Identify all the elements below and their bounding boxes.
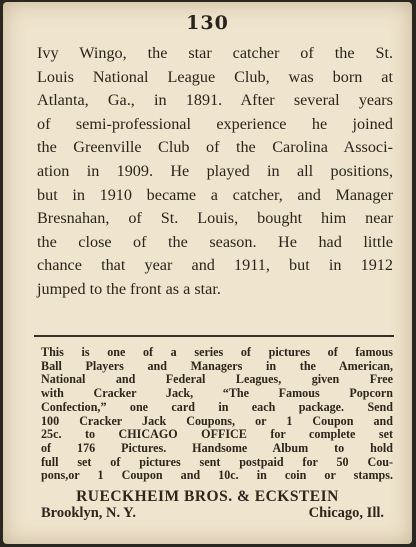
notice-line: Ball Players and Managers in the American, [41,358,393,373]
bio-line: jumped to the front as a star. [37,279,221,298]
baseball-card-back [3,2,412,544]
notice-line: 100 Cracker Jack Coupons, or 1 Coupon and [41,413,393,428]
player-biography [37,42,393,302]
bio-line: but in 1910 became a catcher, and Manager [37,185,393,204]
bio-line: Bresnahan, of St. Louis, bought him near [37,209,393,228]
bio-line: ation in 1909. He played in all positions, [37,161,393,180]
publisher-name: RUECKHEIM BROS. & ECKSTEIN [76,488,339,505]
card-number: 130 [186,12,229,34]
bio-line: of semi-professional experience he joined [37,114,393,133]
notice-line: with Cracker Jack, “The Famous Popcorn [41,386,393,401]
bio-line: chance that year and 1911, but in 1912 [37,256,393,275]
divider-rule [34,335,394,337]
notice-line: of 176 Pictures. Handsome Album to hold [41,440,393,455]
bio-line: the close of the season. He had little [37,232,393,251]
bio-line: Atlanta, Ga., in 1891. After several years [37,91,393,110]
notice-line: 25c. to CHICAGO OFFICE for complete set [41,427,393,442]
bio-line: Ivy Wingo, the star catcher of the St. [37,44,393,62]
series-notice [41,346,393,483]
notice-line: Confection,” one card in each package. Send [41,399,393,414]
notice-line: full set of pictures sent postpaid for 50 Cou- [41,454,393,469]
bio-line: Louis National League Club, was born at [37,67,393,86]
notice-line: This is one of a series of pictures of famous [41,345,393,359]
city-brooklyn: Brooklyn, N. Y. [41,505,136,521]
bio-line: the Greenville Club of the Carolina Associ- [37,138,393,157]
notice-line: pons,or 1 Coupon and 10c. in coin or stamps. [41,468,393,483]
notice-line: National and Federal Leagues, given Free [41,372,393,387]
city-chicago: Chicago, Ill. [308,505,384,521]
